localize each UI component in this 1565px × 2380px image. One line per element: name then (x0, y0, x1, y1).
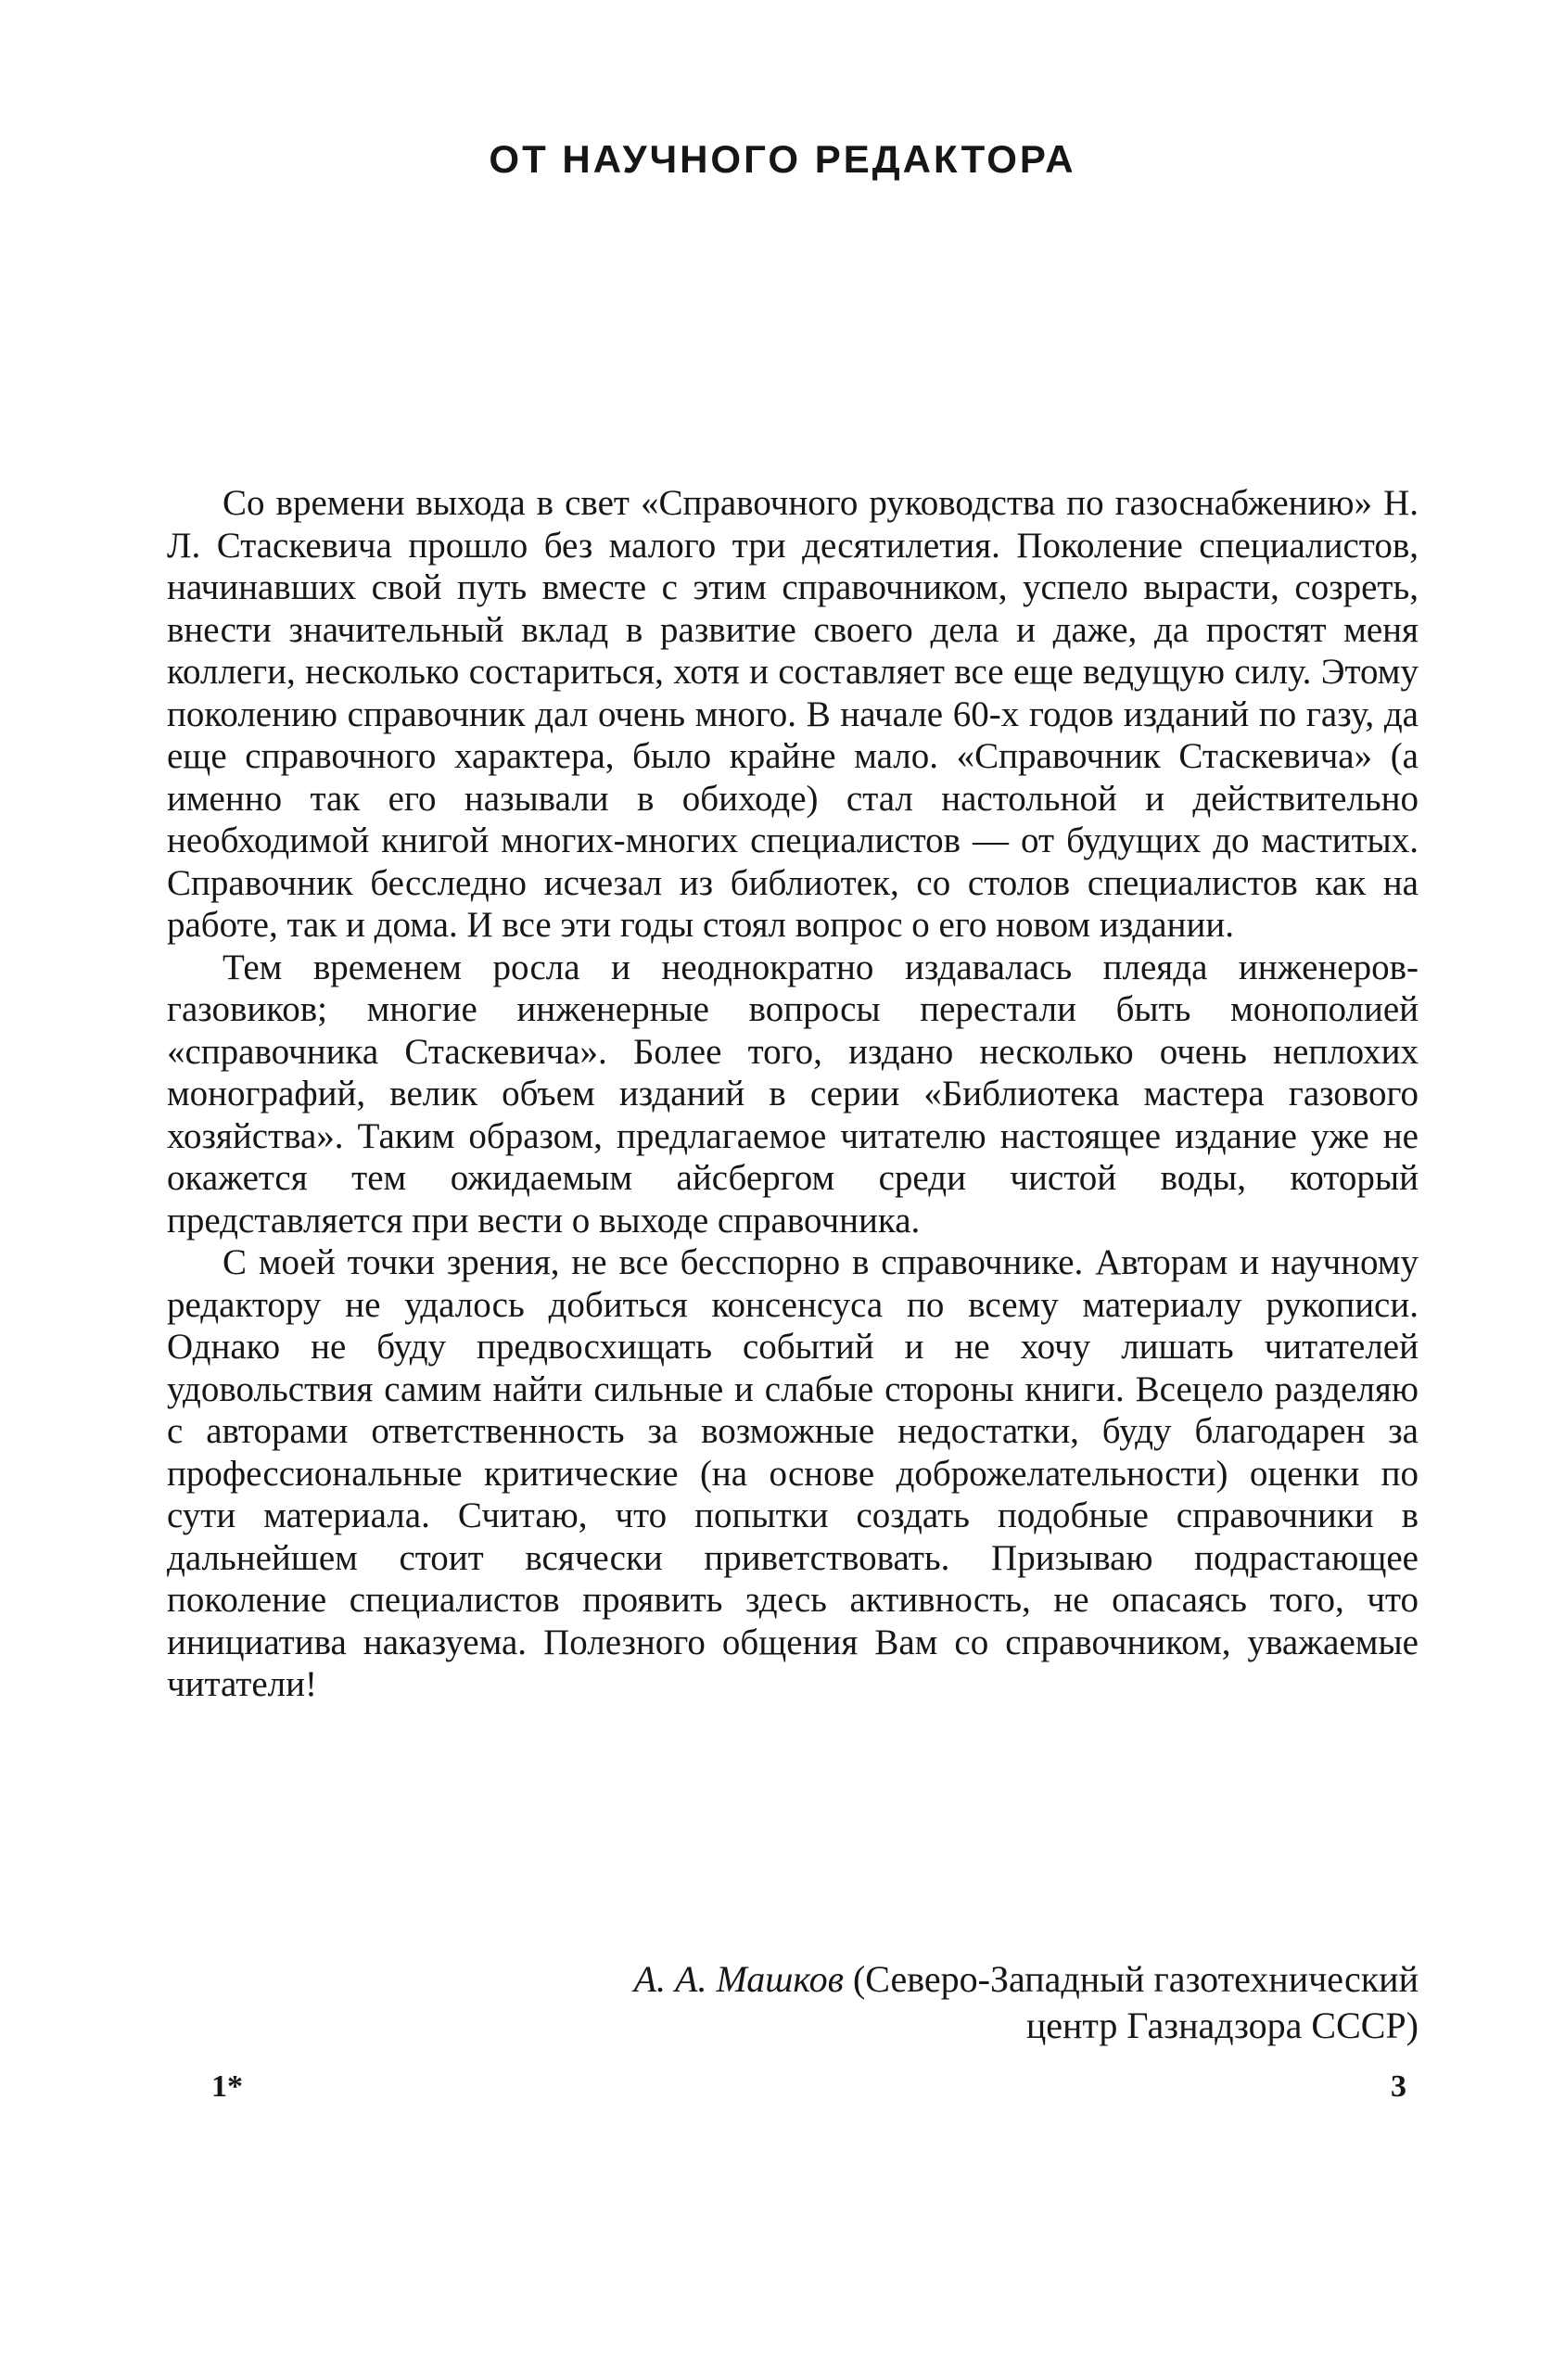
body-text (167, 482, 1419, 1706)
page-title: ОТ НАУЧНОГО РЕДАКТОРА (489, 137, 1076, 181)
signature-line-1 (464, 1956, 1419, 2003)
signature-block (464, 1956, 1419, 2049)
page-number: 3 (1391, 2069, 1406, 2104)
signature-affiliation-2: центр Газнадзора СССР) (1025, 2005, 1419, 2046)
paragraph-2: Тем временем росла и неоднократно издавалась плеяда инженеров-газовиков; многие инженерные вопросы перестали быть монополией «справочника Стаскевича». Более того, издано несколько очень неплохих монографий, велик объем изданий в серии «Библиотека мастера газового хозяйства». Таким образом, предлагаемое читателю настоящее издание уже не окажется тем ожидаемым айсбергом среди чистой воды, который представляется при вести о выходе справочника. (167, 947, 1419, 1241)
signature-author: А. А. Машков (633, 1958, 844, 2000)
paragraph-1: Со времени выхода в свет «Справочного руководства по газоснабжению» Н. Л. Стаскевича прошло без малого три десятилетия. Поколение специалистов, начинавших свой путь вместе с этим справочником, успело вырасти, созреть, внести значительный вклад в развитие своего дела и даже, да простят меня коллеги, несколько состариться, хотя и составляет все еще ведущую силу. Этому поколению справочник дал очень много. В начале 60-х годов изданий по газу, да еще справочного характера, было крайне мало. «Справочник Стаскевича» (а именно так его называли в обиходе) стал настольной и действительно необходимой книгой многих-многих специалистов — от будущих до маститых. Справочник бесследно исчезал из библиотек, со столов специалистов как на работе, так и дома. И все эти годы стоял вопрос о его новом издании. (167, 483, 1419, 945)
signature-affiliation-1: (Северо-Западный газотехнический (852, 1958, 1419, 2000)
paragraph-3: С моей точки зрения, не все бесспорно в справочнике. Авторам и научному редактору не удалось добиться консенсуса по всему материалу рукописи. Однако не буду предвосхищать событий и не хочу лишать читателей удовольствия самим найти сильные и слабые стороны книги. Всецело разделяю с авторами ответственность за возможные недостатки, буду благодарен за профессиональные критические (на основе доброжелательности) оценки по сути материала. Считаю, что попытки создать подобные справочники в дальнейшем стоит всячески приветствовать. Призываю подрастающее поколение специалистов проявить здесь активность, не опасаясь того, что инициатива наказуема. Полезного общения Вам со справочником, уважаемые читатели! (167, 1242, 1419, 1704)
signature-mark: 1* (211, 2069, 243, 2104)
